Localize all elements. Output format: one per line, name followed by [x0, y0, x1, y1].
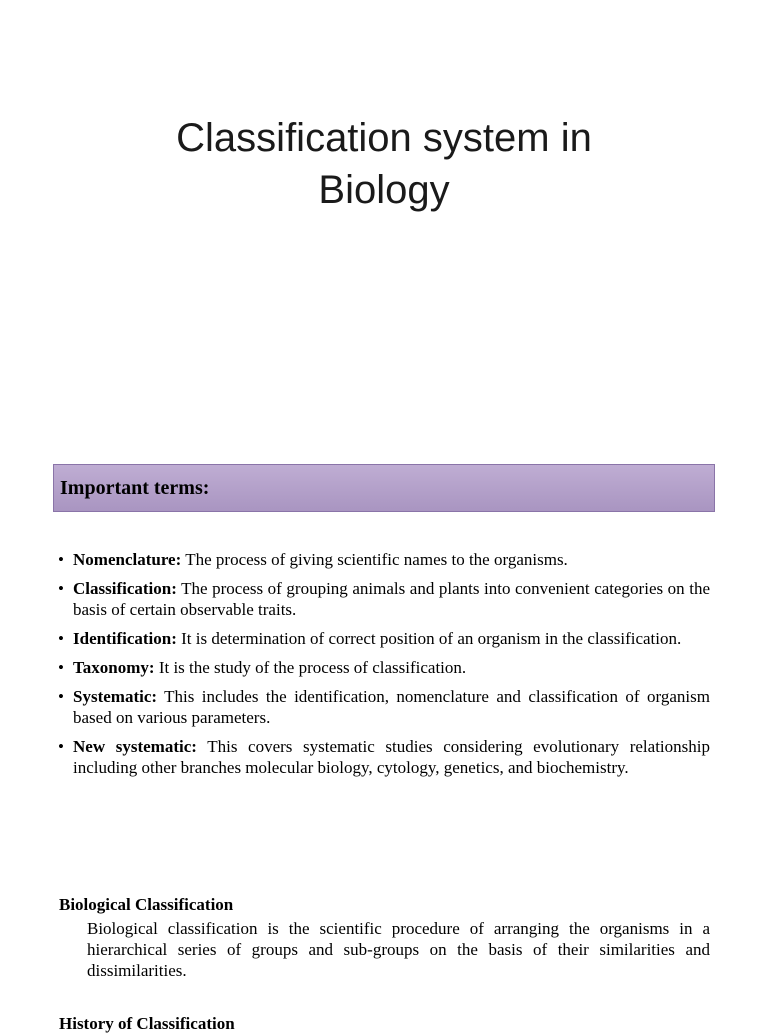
term-item-nomenclature: [58, 549, 710, 570]
biological-classification-body: Biological classification is the scientific procedure of arranging the organisms in a hierarchical series of groups and sub-groups on the basis of their similarities and dissimilarities.: [87, 919, 710, 980]
important-terms-heading: Important terms:: [60, 476, 210, 499]
term-item-identification: [58, 628, 710, 649]
term-definition: This covers systematic studies considering evolutionary relationship including other branches molecular biology, cytology, genetics, and biochemistry.: [73, 737, 710, 777]
term-name: New systematic:: [73, 737, 197, 756]
term-definition: The process of grouping animals and plants into convenient categories on the basis of certain observable traits.: [73, 579, 710, 619]
terms-list: [58, 549, 710, 786]
bullet-icon: •: [58, 737, 64, 756]
term-name: Nomenclature:: [73, 550, 182, 569]
term-item-systematic: [58, 686, 710, 728]
important-terms-banner: [53, 464, 715, 512]
term-item-new-systematic: [58, 736, 710, 778]
bullet-icon: •: [58, 658, 64, 677]
slide-title-line-2: Biology: [318, 168, 450, 212]
bullet-icon: •: [58, 687, 64, 706]
history-of-classification-heading: History of Classification: [59, 1014, 235, 1033]
term-name: Systematic:: [73, 687, 158, 706]
biological-classification-heading: Biological Classification: [59, 895, 234, 914]
term-name: Identification:: [73, 629, 177, 648]
term-definition: It is the study of the process of classification.: [158, 658, 467, 677]
term-item-classification: [58, 578, 710, 620]
term-definition: It is determination of correct position of an organism in the classification.: [181, 629, 682, 648]
term-name: Taxonomy:: [73, 658, 155, 677]
bullet-icon: •: [58, 550, 64, 569]
term-definition: The process of giving scientific names to the organisms.: [185, 550, 568, 569]
bullet-icon: •: [58, 579, 64, 598]
term-name: Classification:: [73, 579, 177, 598]
term-item-taxonomy: [58, 657, 710, 678]
slide-title-line-1: Classification system in: [176, 116, 592, 160]
term-definition: This includes the identification, nomenclature and classification of organism based on various parameters.: [73, 687, 710, 727]
bullet-icon: •: [58, 629, 64, 648]
slide-title: [0, 112, 768, 216]
